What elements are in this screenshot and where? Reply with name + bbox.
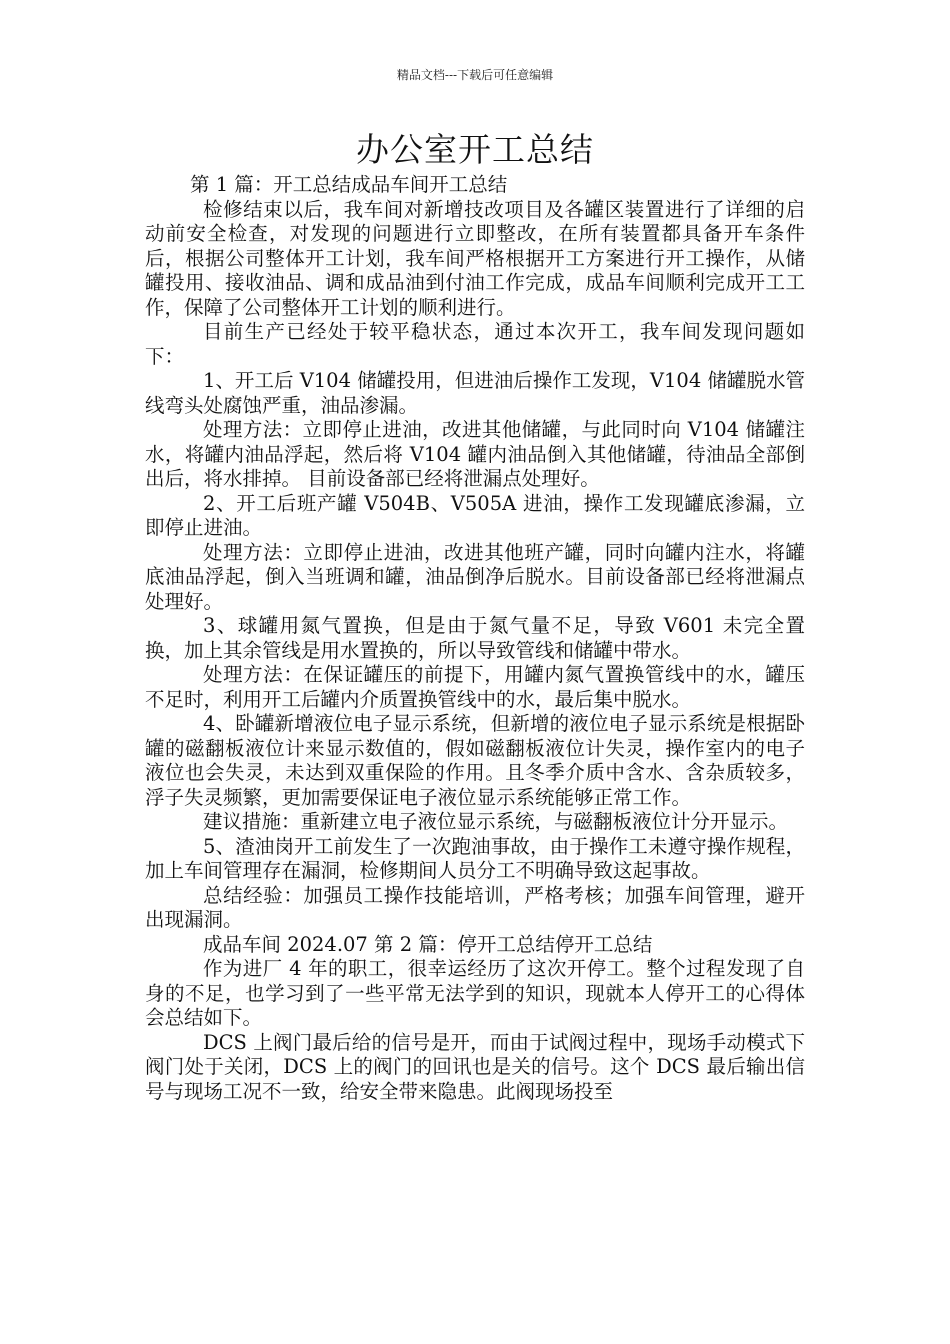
- page-header-caption: 精品文档---下载后可任意编辑: [396, 68, 554, 82]
- section-heading: 成品车间 2024.07 第 2 篇：停开工总结停开工总结: [203, 932, 653, 956]
- issue-item: 2、开工后班产罐 V504B、V505A 进油，操作工发现罐底渗漏，立即停止进油。: [145, 491, 805, 539]
- section-heading: 第 1 篇：开工总结成品车间开工总结: [190, 173, 508, 196]
- issue-item: 4、卧罐新增液位电子显示系统，但新增的液位电子显示系统是根据卧罐的磁翻板液位计来显示数值的，假如磁翻板液位计失灵，操作室内的电子液位也会失灵，未达到双重保险的作用。且冬季介质中含水、含杂质较多，浮子失灵频繁，更加需要保证电子液位显示系统能够正常工作。: [145, 712, 805, 809]
- paragraph: DCS 上阀门最后给的信号是开，而由于试阀过程中，现场手动模式下阀门处于关闭，DCS 上的阀门的回讯也是关的信号。这个 DCS 最后输出信号与现场工况不一致，给安全带来隐患。此阀现场投至: [145, 1030, 805, 1103]
- document-title: 办公室开工总结: [356, 130, 594, 169]
- document-body: [145, 173, 805, 1104]
- paragraph: 总结经验：加强员工操作技能培训，严格考核；加强车间管理，避开出现漏洞。: [145, 883, 805, 931]
- issue-item: 1、开工后 V104 储罐投用，但进油后操作工发现，V104 储罐脱水管线弯头处腐蚀严重，油品渗漏。: [145, 369, 805, 417]
- paragraph: 处理方法：在保证罐压的前提下，用罐内氮气置换管线中的水，罐压不足时，利用开工后罐内介质置换管线中的水，最后集中脱水。: [145, 663, 805, 711]
- issue-item: 5、渣油岗开工前发生了一次跑油事故，由于操作工未遵守操作规程，加上车间管理存在漏洞，检修期间人员分工不明确导致这起事故。: [145, 834, 805, 882]
- paragraph: 作为进厂 4 年的职工，很幸运经历了这次开停工。整个过程发现了自身的不足，也学习到了一些平常无法学到的知识，现就本人停开工的心得体会总结如下。: [145, 957, 805, 1029]
- paragraph: 目前生产已经处于较平稳状态，通过本次开工，我车间发现问题如下：: [145, 320, 805, 368]
- paragraph: 建议措施：重新建立电子液位显示系统，与磁翻板液位计分开显示。: [203, 810, 789, 833]
- paragraph: 检修结束以后，我车间对新增技改项目及各罐区装置进行了详细的启动前安全检查，对发现的问题进行立即整改，在所有装置都具备开车条件后，根据公司整体开工计划，我车间严格根据开工方案进行开工操作，从储罐投用、接收油品、调和成品油到付油工作完成，成品车间顺利完成开工工作，保障了公司整体开工计划的顺利进行。: [145, 197, 805, 319]
- issue-item: 3、球罐用氮气置换，但是由于氮气量不足，导致 V601 未完全置换，加上其余管线是用水置换的，所以导致管线和储罐中带水。: [145, 614, 805, 662]
- paragraph: 处理方法：立即停止进油，改进其他班产罐，同时向罐内注水，将罐底油品浮起，倒入当班调和罐，油品倒净后脱水。目前设备部已经将泄漏点处理好。: [145, 540, 805, 613]
- paragraph: 处理方法：立即停止进油，改进其他储罐，与此同时向 V104 储罐注水，将罐内油品浮起，然后将 V104 罐内油品倒入其他储罐，待油品全部倒出后，将水排掉。 目前设备部已经将泄漏点处理好。: [145, 418, 805, 490]
